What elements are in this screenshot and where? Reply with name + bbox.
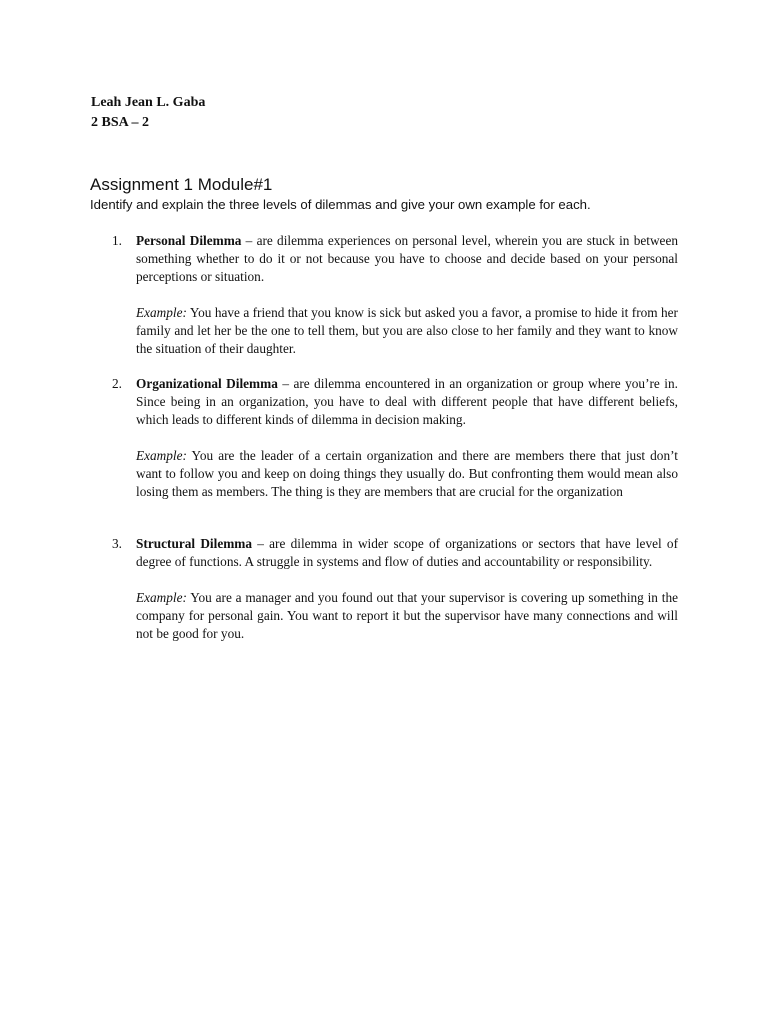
list-item-personal-dilemma [112, 232, 678, 358]
example-paragraph [136, 589, 678, 643]
definition-text: – are dilemma in wider scope of organizations or sectors that have level of degree of functions. A struggle in systems and flow of duties and accountability or responsibility. [136, 536, 679, 569]
definition-paragraph [136, 375, 678, 429]
example-paragraph [136, 447, 678, 501]
list-item-body [136, 375, 678, 501]
definition-paragraph [136, 535, 678, 571]
example-label: Example: [136, 305, 187, 320]
list-item-body [136, 232, 678, 358]
example-text: You are a manager and you found out that your supervisor is covering up something in the company for personal gain. You want to report it but the supervisor have many connections and will not be good for you. [136, 590, 678, 641]
list-item-organizational-dilemma [112, 375, 678, 501]
list-item-body [136, 535, 678, 643]
example-paragraph [136, 304, 678, 358]
assignment-title: Assignment 1 Module#1 [90, 175, 273, 194]
example-text: You have a friend that you know is sick but asked you a favor, a promise to hide it from her family and let her be the one to tell them, but you are also close to her family and they want to know the situation of their daughter. [136, 305, 678, 356]
author-section: 2 BSA – 2 [91, 115, 149, 130]
example-label: Example: [136, 448, 187, 463]
definition-text: – are dilemma encountered in an organization or group where you’re in. Since being in an organization, you have to deal with different people that have different beliefs, which leads to different kinds of dilemma in decision making. [136, 376, 678, 427]
term: Personal Dilemma [136, 233, 242, 248]
definition-text: – are dilemma experiences on personal level, wherein you are stuck in between something whether to do it or not because you have to choose and decide based on your personal perceptions or situation. [136, 233, 678, 284]
example-label: Example: [136, 590, 187, 605]
list-item-number: 3. [112, 536, 122, 551]
term: Organizational Dilemma [136, 376, 278, 391]
example-text: You are the leader of a certain organization and there are members there that just don’t want to follow you and keep on doing things they usually do. But confronting them would mean also losing them as members. The thing is they are members that are crucial for the organization [136, 448, 678, 499]
author-name: Leah Jean L. Gaba [91, 95, 206, 110]
term: Structural Dilemma [136, 536, 253, 551]
assignment-instructions: Identify and explain the three levels of dilemmas and give your own example for each. [90, 197, 591, 212]
list-item-structural-dilemma [112, 535, 678, 643]
definition-paragraph [136, 232, 678, 286]
list-item-number: 2. [112, 376, 122, 391]
list-item-number: 1. [112, 233, 122, 248]
